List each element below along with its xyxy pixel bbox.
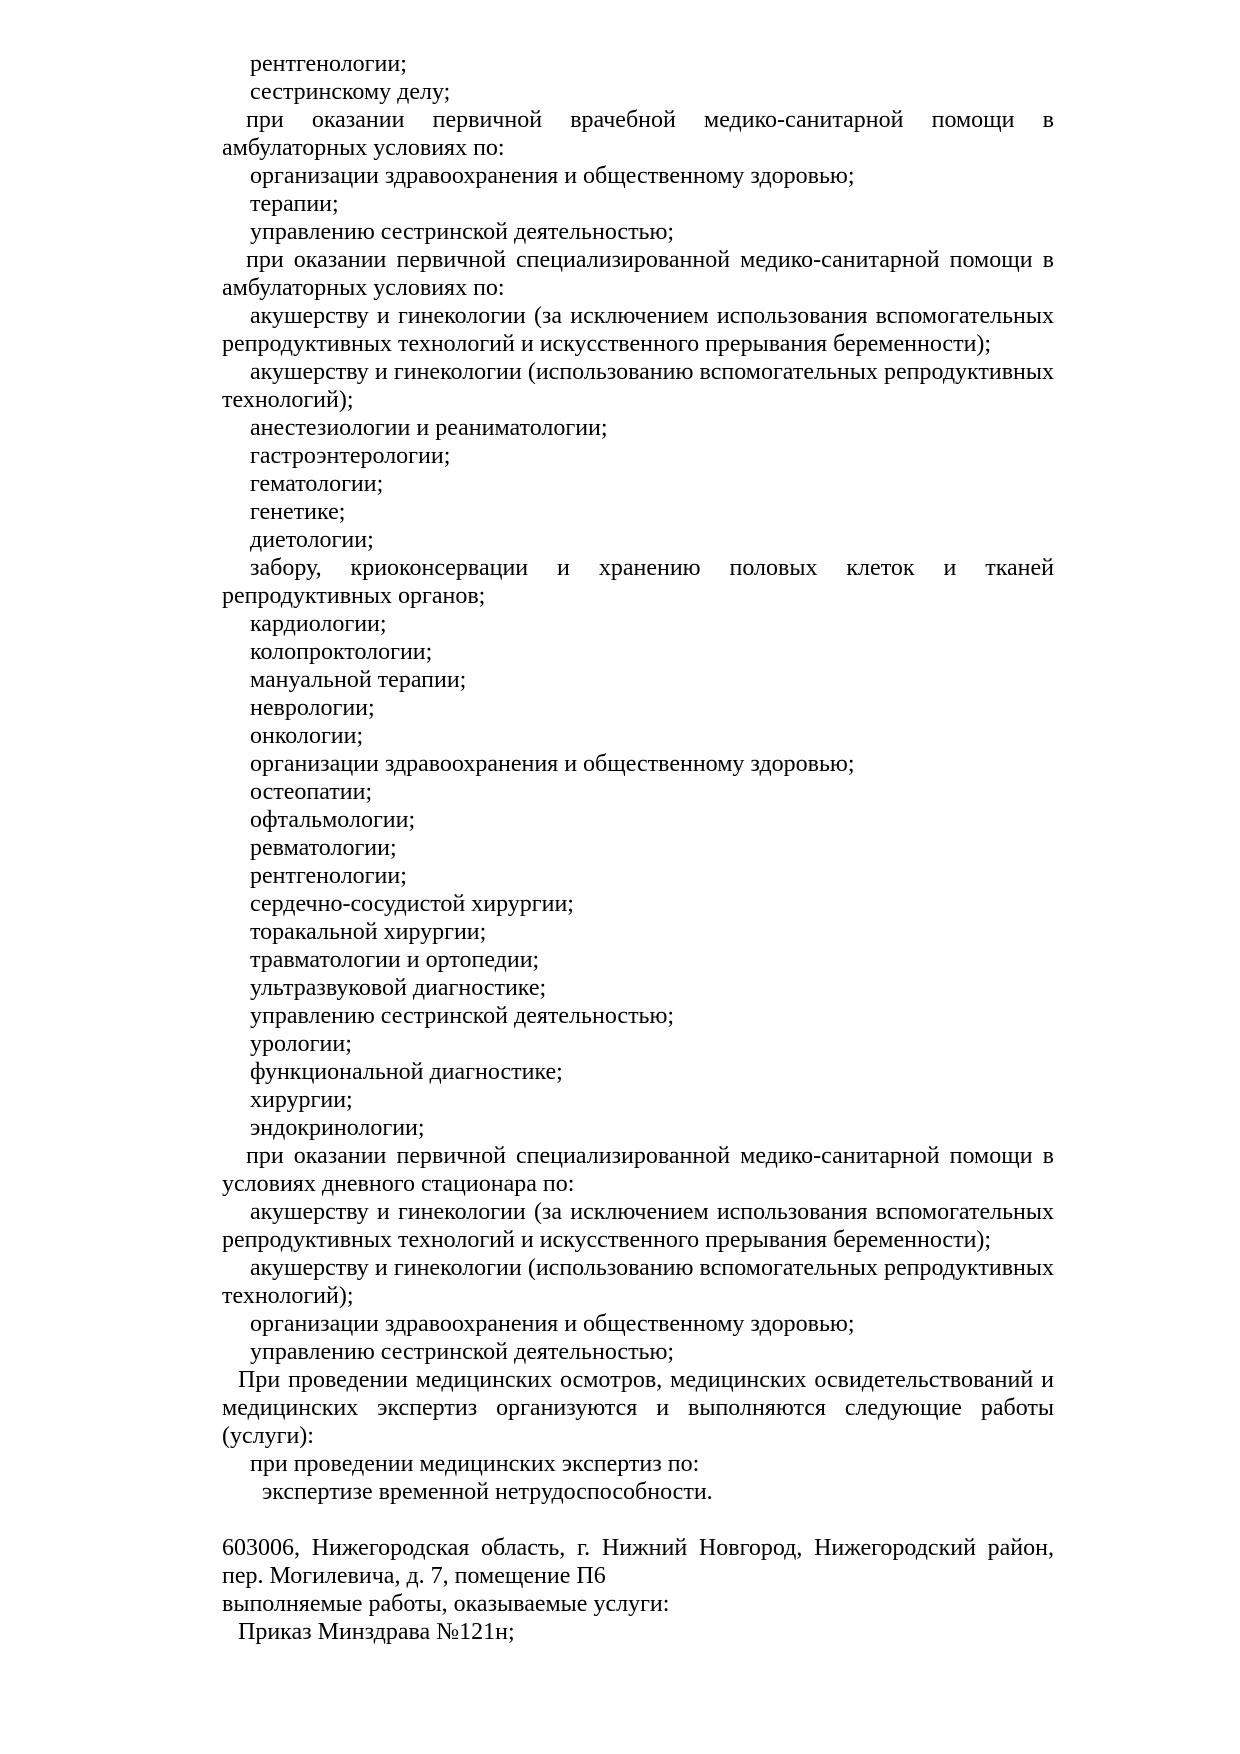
paragraph: онкологии; (250, 723, 364, 749)
paragraph: акушерству и гинекологии (использованию вспомогательных репродуктивных технологий); (222, 1255, 1054, 1309)
paragraph: эндокринологии; (250, 1115, 425, 1141)
paragraph: офтальмологии; (250, 807, 416, 833)
paragraph: урологии; (250, 1031, 352, 1057)
paragraph: терапии; (250, 191, 339, 217)
paragraph: акушерству и гинекологии (использованию вспомогательных репродуктивных технологий); (222, 359, 1054, 413)
paragraph: рентгенологии; (250, 51, 407, 77)
paragraph: забору, криоконсервации и хранению половых клеток и тканей репродуктивных органов; (222, 555, 1054, 609)
paragraph: травматологии и ортопедии; (250, 947, 540, 973)
paragraph: диетологии; (250, 527, 374, 553)
paragraph: функциональной диагностике; (250, 1059, 563, 1085)
paragraph: гематологии; (250, 471, 384, 497)
paragraph: управлению сестринской деятельностью; (250, 219, 675, 245)
paragraph: сердечно-сосудистой хирургии; (250, 891, 574, 917)
paragraph: При проведении медицинских осмотров, медицинских освидетельствований и медицинских экспертиз организуются и выполняются следующие работы (услуги): (222, 1367, 1054, 1449)
paragraph: хирургии; (250, 1087, 353, 1113)
paragraph: ультразвуковой диагностике; (250, 975, 547, 1001)
paragraph: организации здравоохранения и общественному здоровью; (250, 163, 855, 189)
paragraph: мануальной терапии; (250, 667, 467, 693)
paragraph: торакальной хирургии; (250, 919, 487, 945)
paragraph: колопроктологии; (250, 639, 433, 665)
paragraph: акушерству и гинекологии (за исключением использования вспомогательных репродуктивных технологий и искусственного прерывания беременности); (222, 303, 1054, 357)
paragraph: организации здравоохранения и общественному здоровью; (250, 1311, 855, 1337)
paragraph: неврологии; (250, 695, 375, 721)
paragraph: экспертизе временной нетрудоспособности. (262, 1479, 713, 1505)
paragraph: при проведении медицинских экспертиз по: (250, 1451, 700, 1477)
document-content (222, 50, 1054, 1646)
spacer (222, 1506, 1054, 1534)
paragraph: рентгенологии; (250, 863, 407, 889)
paragraph: при оказании первичной специализированной медико-санитарной помощи в условиях дневного стационара по: (222, 1143, 1054, 1197)
paragraph: сестринскому делу; (250, 79, 451, 105)
paragraph: гастроэнтерологии; (250, 443, 451, 469)
paragraph: остеопатии; (250, 779, 373, 805)
paragraph: акушерству и гинекологии (за исключением использования вспомогательных репродуктивных технологий и искусственного прерывания беременности); (222, 1199, 1054, 1253)
paragraph: Приказ Минздрава №121н; (238, 1619, 515, 1645)
paragraph: выполняемые работы, оказываемые услуги: (222, 1591, 670, 1617)
paragraph: анестезиологии и реаниматологии; (250, 415, 608, 441)
paragraph: при оказании первичной специализированной медико-санитарной помощи в амбулаторных условиях по: (222, 247, 1054, 301)
paragraph: генетике; (250, 499, 346, 525)
paragraph: 603006, Нижегородская область, г. Нижний Новгород, Нижегородский район, пер. Могилевича, д. 7, помещение П6 (222, 1535, 1054, 1589)
paragraph: организации здравоохранения и общественному здоровью; (250, 751, 855, 777)
paragraph: управлению сестринской деятельностью; (250, 1003, 675, 1029)
paragraph: управлению сестринской деятельностью; (250, 1339, 675, 1365)
paragraph: кардиологии; (250, 611, 387, 637)
paragraph: ревматологии; (250, 835, 397, 861)
paragraph: при оказании первичной врачебной медико-санитарной помощи в амбулаторных условиях по: (222, 107, 1054, 161)
